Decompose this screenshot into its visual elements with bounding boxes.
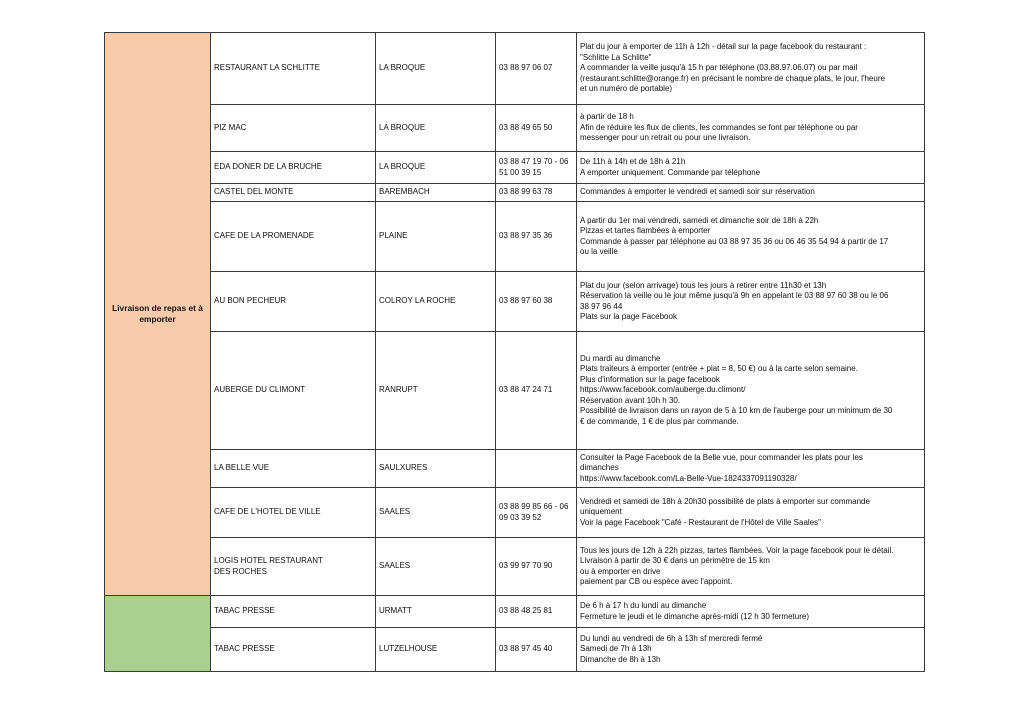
town: SAALES (376, 538, 496, 596)
phone-number (496, 272, 577, 332)
cell-line: 38 97 96 44 (580, 301, 623, 311)
details (577, 596, 925, 628)
phone-number (496, 152, 577, 184)
cell-line: 51 00 39 15 (499, 167, 542, 177)
details (577, 628, 925, 672)
cell-line: Samedi de 7h à 13h (580, 644, 652, 654)
cell-line: CASTEL DEL MONTE (214, 187, 294, 197)
category-cell-tabac (105, 596, 211, 672)
cell-line: 09 03 39 52 (499, 512, 542, 522)
establishment-name (211, 596, 376, 628)
cell-line: Afin de réduire les flux de clients, les commandes se font par téléphone ou par (580, 122, 858, 132)
cell-line: "Schlitte La Schlitte" (580, 52, 652, 62)
cell-line: Du lundi au vendredi de 6h à 13h sf mercredi fermé (580, 633, 763, 643)
details (577, 272, 925, 332)
cell-line: TABAC PRESSE (214, 644, 275, 654)
cell-line: Dimanche de 8h à 13h (580, 654, 661, 664)
establishment-name (211, 488, 376, 538)
cell-line: Plat du jour à emporter de 11h à 12h - détail sur la page facebook du restaurant : (580, 42, 867, 52)
cell-line: AUBERGE DU CLIMONT (214, 385, 306, 395)
cell-line: Du mardi au dimanche (580, 354, 661, 364)
cell-line: Commande à passer par téléphone au 03 88 97 35 36 ou 06 46 35 54 94 à partir de 17 (580, 236, 889, 246)
cell-line: uniquement (580, 507, 622, 517)
cell-line: et un numéro de portable) (580, 84, 673, 94)
establishment-name (211, 450, 376, 488)
table-row (105, 332, 925, 450)
phone-number (496, 332, 577, 450)
town: LUTZELHOUSE (376, 628, 496, 672)
town: BAREMBACH (376, 184, 496, 202)
details (577, 538, 925, 596)
town: SAULXURES (376, 450, 496, 488)
phone-number (496, 450, 577, 488)
cell-line: TABAC PRESSE (214, 606, 275, 616)
phone-number (496, 105, 577, 152)
cell-line: Fermeture le jeudi et le dimanche après-midi (12 h 30 fermeture) (580, 611, 809, 621)
details (577, 152, 925, 184)
cell-line: Consulter la Page Facebook de la Belle vue, pour commander les plats pour les (580, 452, 863, 462)
cell-line: Plat du jour (selon arrivage) tous les jours à retirer entre 11h30 et 13h (580, 280, 827, 290)
town: RANRUPT (376, 332, 496, 450)
cell-line: De 6 h à 17 h du lundi au dimanche (580, 601, 707, 611)
cell-line: CAFE DE L'HOTEL DE VILLE (214, 507, 321, 517)
cell-line: dimanches (580, 463, 619, 473)
town: SAALES (376, 488, 496, 538)
cell-line: Plats traiteurs à emporter (entrée + plat = 8, 50 €) ou à la carte selon semaine. (580, 364, 858, 374)
table-row (105, 596, 925, 628)
cell-line: 03 99 97 70 90 (499, 561, 553, 571)
table-row (105, 450, 925, 488)
cell-line: Livraison à partir de 30 € dans un périmètre de 15 km (580, 556, 770, 566)
cell-line: € de commande, 1 € de plus par commande. (580, 416, 739, 426)
cell-line: 03 88 97 35 36 (499, 231, 553, 241)
table-row (105, 538, 925, 596)
details (577, 450, 925, 488)
cell-line: Possibilité de livraison dans un rayon de 5 à 10 km de l'auberge pour un minimum de 30 (580, 406, 893, 416)
cell-line: 03 88 99 63 78 (499, 187, 553, 197)
cell-line: Réservation la veille ou le jour même jusqu'à 9h en appelant le 03 88 97 60 38 ou le 06 (580, 291, 889, 301)
cell-line: Tous les jours de 12h à 22h pizzas, tartes flambées. Voir la page facebook pour le détail. (580, 545, 894, 555)
cell-line: RESTAURANT LA SCHLITTE (214, 63, 320, 73)
cell-line: 03 88 99 85 66 - 06 (499, 502, 569, 512)
cell-line: ou la veille (580, 246, 618, 256)
category-cell-delivery: Livraison de repas et à emporter (105, 33, 211, 596)
cell-line: De 11h à 14h et de 18h à 21h (580, 157, 686, 167)
cell-line: ou à emporter en drive (580, 566, 661, 576)
cell-line: 03 88 47 24 71 (499, 385, 553, 395)
table-row (105, 184, 925, 202)
cell-line: CAFE DE LA PROMENADE (214, 231, 315, 241)
establishment-name (211, 202, 376, 272)
details (577, 33, 925, 105)
cell-line: à partir de 18 h (580, 112, 634, 122)
phone-number (496, 33, 577, 105)
phone-number (496, 596, 577, 628)
establishment-name (211, 184, 376, 202)
table-row (105, 272, 925, 332)
establishment-name (211, 538, 376, 596)
town: LA BROQUE (376, 152, 496, 184)
establishment-name (211, 152, 376, 184)
cell-line: LOGIS HOTEL RESTAURANT (214, 556, 323, 566)
cell-line: EDA DONER DE LA BRUCHE (214, 162, 323, 172)
cell-line: paiement par CB ou espèce avec l'appoint. (580, 576, 733, 586)
cell-line: https://www.facebook.com/auberge.du.climont/ (580, 385, 746, 395)
phone-number (496, 538, 577, 596)
cell-line: DES ROCHES (214, 566, 267, 576)
cell-line: Plus d'information sur la page facebook (580, 374, 720, 384)
phone-number (496, 628, 577, 672)
cell-line: A partir du 1er mai vendredi, samedi et dimanche soir de 18h à 22h (580, 215, 819, 225)
details (577, 332, 925, 450)
phone-number (496, 488, 577, 538)
details (577, 202, 925, 272)
table-row (105, 105, 925, 152)
town: LA BROQUE (376, 105, 496, 152)
cell-line: 03 88 49 65 50 (499, 122, 553, 132)
table-row (105, 202, 925, 272)
cell-line: PIZ MAC (214, 122, 247, 132)
establishment-name (211, 272, 376, 332)
cell-line: Commandes à emporter le vendredi et samedi soir sur réservation (580, 187, 815, 197)
details (577, 184, 925, 202)
establishment-name (211, 628, 376, 672)
cell-line: 03 88 97 60 38 (499, 296, 553, 306)
cell-line: A emporter uniquement. Commande par téléphone (580, 167, 761, 177)
establishment-name (211, 105, 376, 152)
details (577, 488, 925, 538)
cell-line: (restaurant.schlitte@orange.fr) en précisant le nombre de chaque plats, le jour, l'heure (580, 73, 885, 83)
cell-line: https://www.facebook.com/La-Belle-Vue-1824337091190328/ (580, 473, 797, 483)
table-row (105, 33, 925, 105)
town: PLAINE (376, 202, 496, 272)
cell-line: messenger pour un retrait ou pour une livraison. (580, 133, 751, 143)
cell-line: Réservation avant 10h h 30. (580, 395, 681, 405)
table-row (105, 628, 925, 672)
cell-line: 03 88 47 19 70 - 06 (499, 157, 569, 167)
cell-line: AU BON PECHEUR (214, 296, 287, 306)
town: LA BROQUE (376, 33, 496, 105)
table-body (105, 33, 925, 672)
cell-line: LA BELLE VUE (214, 463, 270, 473)
phone-number (496, 184, 577, 202)
town: COLROY LA ROCHE (376, 272, 496, 332)
cell-line: Vendredi et samedi de 18h à 20h30 possibilité de plats à emporter sur commande (580, 496, 870, 506)
town: URMATT (376, 596, 496, 628)
details (577, 105, 925, 152)
cell-line: 03 88 97 45 40 (499, 644, 553, 654)
cell-line: Voir la page Facebook "Café - Restaurant de l'Hôtel de Ville Saales" (580, 517, 821, 527)
cell-line: 03 88 97 06 07 (499, 63, 553, 73)
establishment-name (211, 33, 376, 105)
table-row (105, 488, 925, 538)
cell-line: Pizzas et tartes flambées à emporter (580, 226, 711, 236)
table-row (105, 152, 925, 184)
cell-line: A commander la veille jusqu'à 15 h par téléphone (03.88.97.06.07) ou par mail (580, 63, 858, 73)
cell-line: Plats sur la page Facebook (580, 311, 677, 321)
cell-line: 03 88 48 25 81 (499, 606, 553, 616)
establishments-table (104, 32, 925, 672)
phone-number (496, 202, 577, 272)
establishment-name (211, 332, 376, 450)
